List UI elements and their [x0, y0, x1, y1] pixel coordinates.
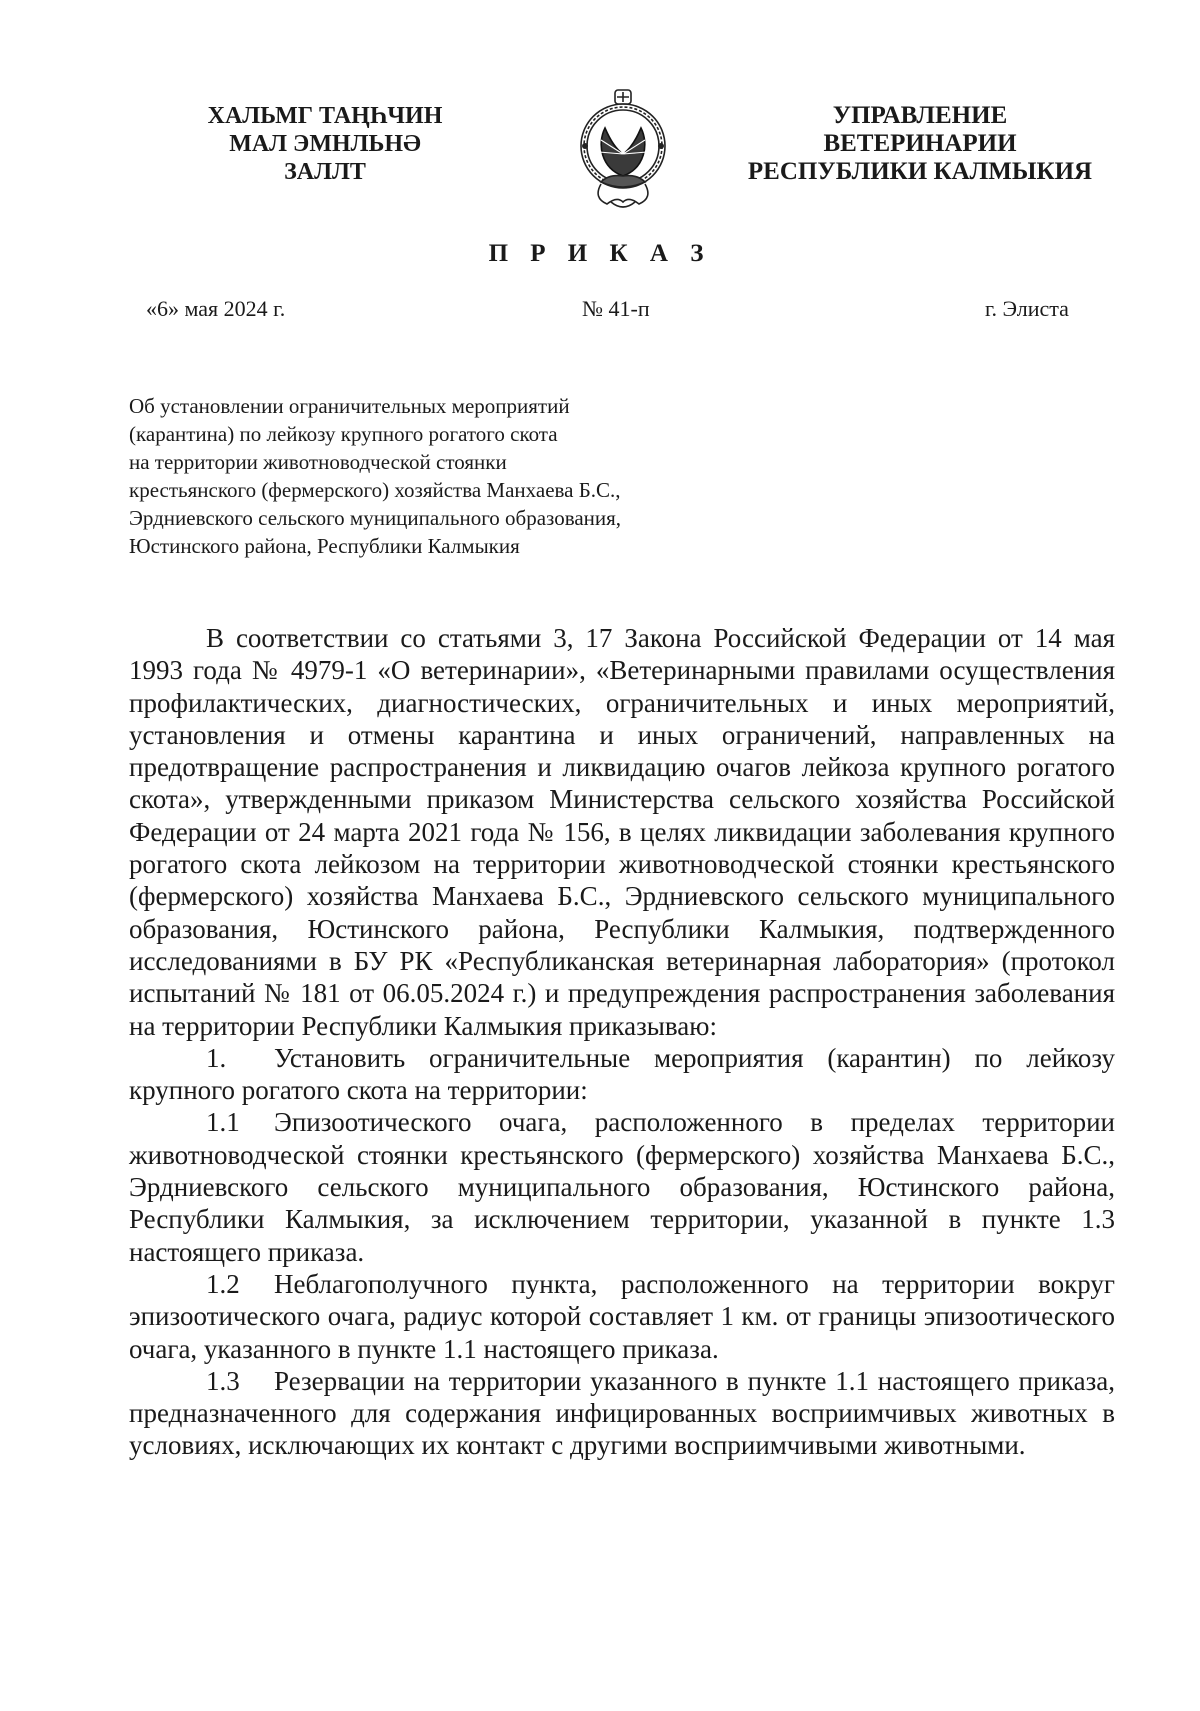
order-date: «6» мая 2024 г.	[146, 296, 286, 321]
kalmykia-emblem-icon	[571, 84, 675, 214]
item-number: 1.1	[206, 1107, 240, 1138]
header-russian-org	[730, 102, 1110, 186]
order-number: № 41-п	[582, 296, 650, 321]
header-left-line: ХАЛЬМГ ТАҢҺЧИН	[207, 103, 443, 129]
header-right-line: РЕСПУБЛИКИ КАЛМЫКИЯ	[747, 158, 1093, 185]
item-text: Установить ограничительные мероприятия (карантин) по лейкозу крупного рогатого скота на территории:	[129, 1042, 1115, 1106]
header-right-line: УПРАВЛЕНИЕ	[832, 102, 1008, 129]
subject-line: Эрдниевского сельского муниципального образования,	[129, 506, 622, 530]
header-kalmyk-org	[180, 102, 470, 186]
header-right-line: ВЕТЕРИНАРИИ	[823, 130, 1017, 157]
item-number: 1.3	[206, 1365, 240, 1396]
item-text: Неблагополучного пункта, расположенного на территории вокруг эпизоотического очага, радиус которой составляет 1 км. от границы эпизоотического очага, указанного в пункте 1.1 настоящего приказа.	[129, 1268, 1115, 1364]
order-item	[129, 1365, 1115, 1462]
item-number: 1.	[206, 1042, 227, 1073]
order-item	[129, 1268, 1115, 1365]
subject-line: Юстинского района, Республики Калмыкия	[129, 534, 520, 558]
order-body	[129, 622, 1115, 1462]
order-item	[129, 1042, 1115, 1107]
order-city: г. Элиста	[985, 296, 1069, 321]
order-item	[129, 1106, 1115, 1267]
subject-line: крестьянского (фермерского) хозяйства Манхаева Б.С.,	[129, 478, 621, 502]
order-subject	[129, 392, 749, 560]
subject-line: на территории животноводческой стоянки	[129, 450, 507, 474]
subject-line: Об установлении ограничительных мероприятий	[129, 394, 570, 418]
header-left-line: МАЛ ЭМНЛЬНӘ	[229, 131, 421, 157]
item-text: Эпизоотического очага, расположенного в пределах территории животноводческой стоянки крестьянского (фермерского) хозяйства Манхаева Б.С., Эрдниевского сельского муниципального образования, Юстинского района, Республики Калмыкия, за исключением территории, указанной в пункте 1.3 настоящего приказа.	[129, 1107, 1115, 1267]
item-text: Резервации на территории указанного в пункте 1.1 настоящего приказа, предназначенного для содержания инфицированных восприимчивых животных в условиях, исключающих их контакт с другими восприимчивыми животными.	[129, 1365, 1115, 1461]
header-left-line: ЗАЛЛТ	[284, 159, 366, 185]
item-number: 1.2	[206, 1268, 240, 1299]
document-title: П Р И К А З	[488, 240, 712, 267]
preamble-paragraph: В соответствии со статьями 3, 17 Закона Российской Федерации от 14 мая 1993 года № 4979-1 «О ветеринарии», «Ветеринарными правилами осуществления профилактических, диагностических, ограничительных и иных мероприятий, установления и отмены карантина и иных ограничений, направленных на предотвращение распространения и ликвидацию очагов лейкоза крупного рогатого скота», утвержденными приказом Министерства сельского хозяйства Российской Федерации от 24 марта 2021 года № 156, в целях ликвидации заболевания крупного рогатого скота лейкозом на территории животноводческой стоянки крестьянского (фермерского) хозяйства Манхаева Б.С., Эрдниевского сельского муниципального образования, Юстинского района, Республики Калмыкия, подтвержденного исследованиями в БУ РК «Республиканская ветеринарная лаборатория» (протокол испытаний № 181 от 06.05.2024 г.) и предупреждения распространения заболевания на территории Республики Калмыкия приказываю:	[129, 623, 1115, 1041]
subject-line: (карантина) по лейкозу крупного рогатого скота	[129, 422, 558, 446]
